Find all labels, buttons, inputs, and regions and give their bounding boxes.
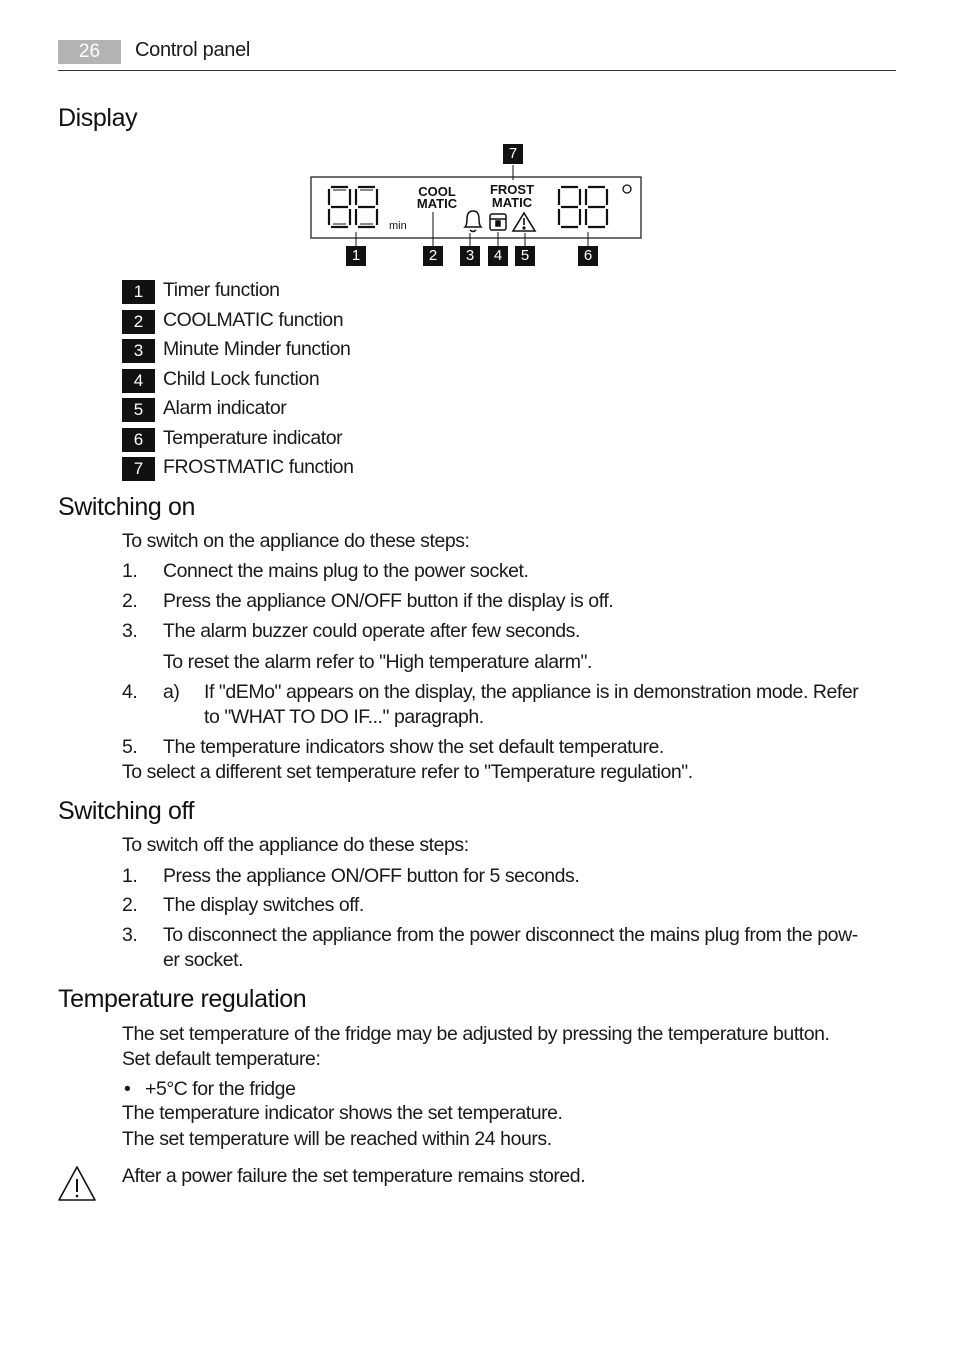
step-text: The alarm buzzer could operate after few seconds.: [163, 620, 580, 642]
page-number: 26: [58, 40, 121, 64]
callout-1: 1: [346, 246, 366, 266]
step-number: 4.: [122, 681, 138, 703]
legend-label: Minute Minder function: [163, 338, 351, 360]
coolmatic-label-1: COOL: [418, 184, 456, 199]
legend-number: 3: [122, 339, 155, 363]
legend-number: 5: [122, 398, 155, 422]
switching-on-intro: To switch on the appliance do these steps:: [122, 530, 470, 552]
display-heading: Display: [58, 104, 138, 132]
callout-3: 3: [460, 246, 480, 266]
switching-off-intro: To switch off the appliance do these steps:: [122, 834, 469, 856]
step-text-cont: to "WHAT TO DO IF..." paragraph.: [204, 706, 484, 728]
bell-icon: [465, 211, 481, 232]
bullet-marker: •: [124, 1078, 131, 1100]
step-text: Connect the mains plug to the power socket.: [163, 560, 529, 582]
alarm-icon: [513, 213, 535, 231]
legend-number: 1: [122, 280, 155, 304]
step-text: To disconnect the appliance from the power disconnect the mains plug from the pow-: [163, 924, 858, 946]
child-lock-icon: [490, 214, 506, 230]
legend-label: Alarm indicator: [163, 397, 287, 419]
legend-number: 7: [122, 457, 155, 481]
callout-6: 6: [578, 246, 598, 266]
switching-off-heading: Switching off: [58, 797, 195, 825]
legend-number: 2: [122, 310, 155, 334]
legend-label: COOLMATIC function: [163, 309, 344, 331]
callout-2: 2: [423, 246, 443, 266]
temp-line-3: The temperature indicator shows the set temperature.: [122, 1102, 563, 1124]
step-text: If "dEMo" appears on the display, the appliance is in demonstration mode. Refer: [204, 681, 859, 703]
coolmatic-label-2: MATIC: [416, 196, 458, 211]
warning-text: After a power failure the set temperature remains stored.: [122, 1165, 586, 1187]
header-divider: [58, 70, 896, 71]
timer-unit: min: [389, 220, 407, 232]
legend-number: 6: [122, 428, 155, 452]
bullet-text: +5°C for the fridge: [145, 1078, 296, 1100]
warning-icon: [57, 1165, 97, 1203]
legend-label: FROSTMATIC function: [163, 456, 354, 478]
display-panel-diagram: [300, 140, 660, 270]
step-text: Press the appliance ON/OFF button for 5 seconds.: [163, 865, 580, 887]
frostmatic-label-1: FROST: [489, 182, 535, 197]
step-number: 5.: [122, 736, 138, 758]
callout-4: 4: [488, 246, 508, 266]
legend-label: Temperature indicator: [163, 427, 343, 449]
callout-5: 5: [515, 246, 535, 266]
step-number: 3.: [122, 620, 138, 642]
step-number: 3.: [122, 924, 138, 946]
temperature-regulation-heading: Temperature regulation: [58, 985, 307, 1013]
step-text-cont: er socket.: [163, 949, 244, 971]
switching-on-footer: To select a different set temperature refer to "Temperature regulation".: [122, 761, 693, 783]
legend-number: 4: [122, 369, 155, 393]
temperature-digits: [559, 187, 607, 227]
callout-7: 7: [503, 144, 523, 164]
step-number: 1.: [122, 560, 138, 582]
section-title: Control panel: [135, 39, 251, 61]
step-sub-letter: a): [163, 681, 180, 703]
temp-line-2: Set default temperature:: [122, 1048, 321, 1070]
frostmatic-label-2: MATIC: [491, 195, 533, 210]
step-text: Press the appliance ON/OFF button if the display is off.: [163, 590, 614, 612]
step-number: 2.: [122, 894, 138, 916]
step-number: 1.: [122, 865, 138, 887]
step-text: The display switches off.: [163, 894, 364, 916]
step-note: To reset the alarm refer to "High temperature alarm".: [163, 651, 592, 673]
step-text: The temperature indicators show the set default temperature.: [163, 736, 664, 758]
step-number: 2.: [122, 590, 138, 612]
timer-digits: [329, 187, 377, 227]
temp-line-1: The set temperature of the fridge may be adjusted by pressing the temperature button.: [122, 1023, 830, 1045]
legend-label: Child Lock function: [163, 368, 320, 390]
degree-icon: [623, 185, 631, 193]
legend-label: Timer function: [163, 279, 280, 301]
temp-line-4: The set temperature will be reached within 24 hours.: [122, 1128, 552, 1150]
switching-on-heading: Switching on: [58, 493, 195, 521]
